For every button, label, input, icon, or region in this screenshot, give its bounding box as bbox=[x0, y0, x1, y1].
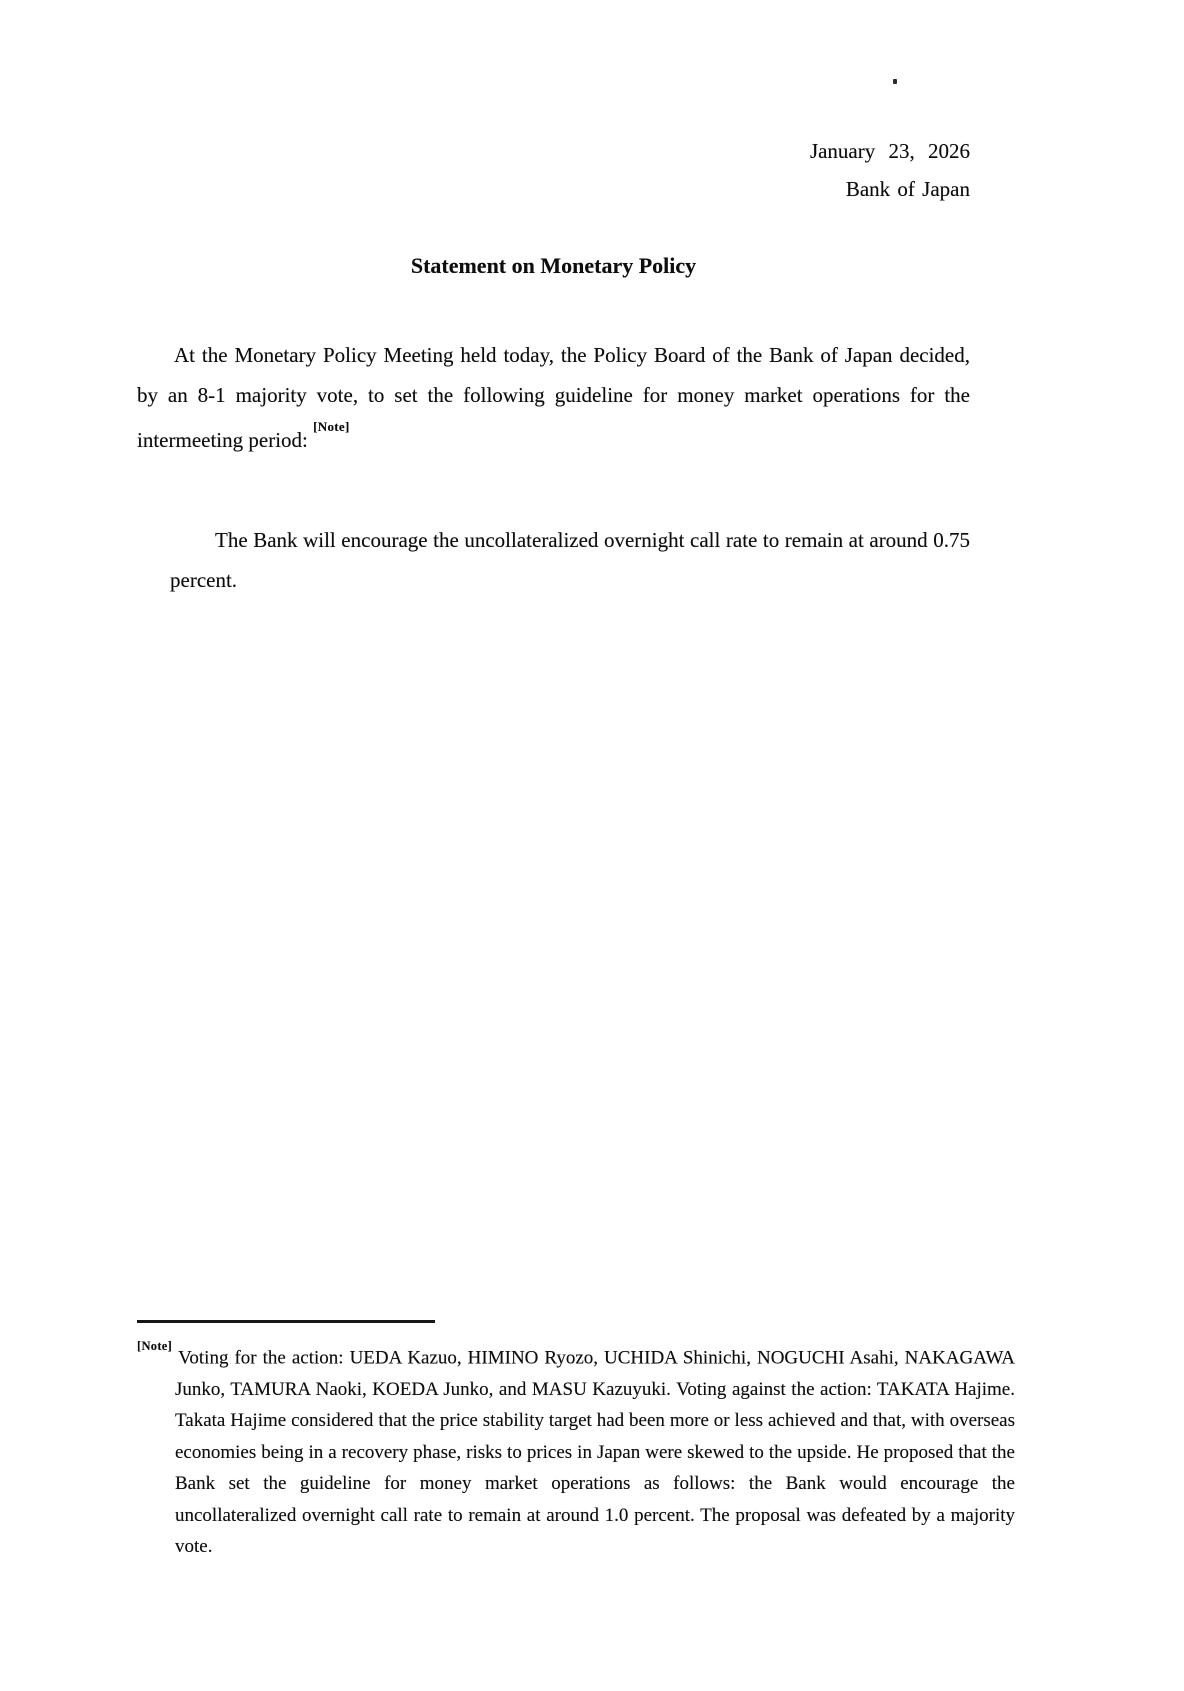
document-header bbox=[810, 132, 970, 208]
organization-name: Bank of Japan bbox=[845, 177, 970, 201]
opening-paragraph-text: At the Monetary Policy Meeting held today, the Policy Board of the Bank of Japan decided, by an 8-1 majority vote, to set the following guideline for money market operations for the intermeeting period: bbox=[137, 343, 970, 452]
footnote bbox=[137, 1337, 1015, 1563]
footnote-text: Voting for the action: UEDA Kazuo, HIMINO Ryozo, UCHIDA Shinichi, NOGUCHI Asahi, NAKAGAWA Junko, TAMURA Naoki, KOEDA Junko, and MASU Kazuyuki. Voting against the action: TAKATA Hajime. Takata Hajime considered that the price stability target had been more or less achieved and that, with overseas economies being in a recovery phase, risks to prices in Japan were skewed to the upside. He proposed that the Bank set the guideline for money market operations as follows: the Bank would encourage the uncollateralized overnight call rate to remain at around 1.0 percent. The proposal was defeated by a majority vote. bbox=[175, 1347, 1015, 1558]
guideline-paragraph: The Bank will encourage the uncollateralized overnight call rate to remain at around 0.75 percent. bbox=[170, 528, 970, 592]
footnote-separator-rule bbox=[137, 1320, 435, 1323]
footnote-marker: [Note] bbox=[137, 1339, 173, 1353]
document-title: Statement on Monetary Policy bbox=[410, 253, 697, 278]
scan-artifact-dot bbox=[893, 79, 897, 84]
document-date: January 23, 2026 bbox=[809, 139, 970, 163]
opening-paragraph bbox=[137, 335, 970, 460]
note-reference-marker: [Note] bbox=[313, 419, 350, 434]
